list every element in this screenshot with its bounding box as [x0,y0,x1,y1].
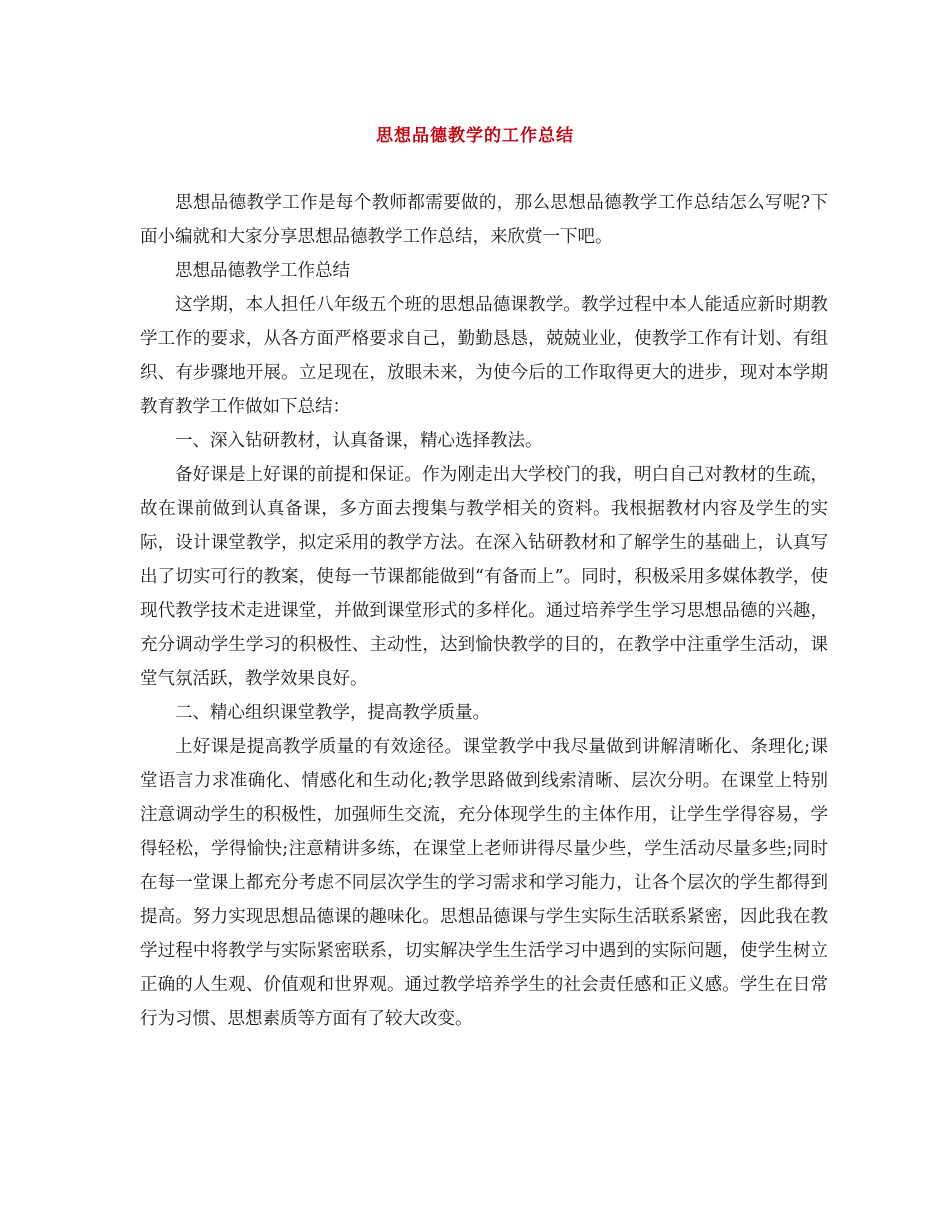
section-heading-1: 一、深入钻研教材，认真备课，精心选择教法。 [175,431,543,451]
document-title: 思想品德教学的工作总结 [376,126,574,146]
paragraph-section-1: 备好课是上好课的前提和保证。作为刚走出大学校门的我，明白自己对教材的生疏，故在课前做到认真备课，多方面去搜集与教学相关的资料。我根据教材内容及学生的实际，设计课堂教学，拟定采用的教学方法。在深入钻研教材和了解学生的基础上，认真写出了切实可行的教案，使每一节课都能做到“有备而上”。同时，积极采用多媒体教学，使现代教学技术走进课堂，并做到课堂形式的多样化。通过培养学生学习思想品德的兴趣，充分调动学生学习的积极性、主动性，达到愉快教学的目的，在教学中注重学生活动，课堂气氛活跃，教学效果良好。 [140,465,828,689]
section-heading-2: 二、精心组织课堂教学，提高教学质量。 [175,703,490,723]
paragraph-subtitle: 思想品德教学工作总结 [175,261,350,281]
paragraph-section-2: 上好课是提高教学质量的有效途径。课堂教学中我尽量做到讲解清晰化、条理化;课堂语言力求准确化、情感化和生动化;教学思路做到线索清晰、层次分明。在课堂上特别注意调动学生的积极性，加强师生交流，充分体现学生的主体作用，让学生学得容易，学得轻松，学得愉快;注意精讲多练，在课堂上老师讲得尽量少些，学生活动尽量多些;同时在每一堂课上都充分考虑不同层次学生的学习需求和学习能力，让各个层次的学生都得到提高。努力实现思想品德课的趣味化。思想品德课与学生实际生活联系紧密，因此我在教学过程中将教学与实际紧密联系，切实解决学生生活学习中遇到的实际问题，使学生树立正确的人生观、价值观和世界观。通过教学培养学生的社会责任感和正义感。学生在日常行为习惯、思想素质等方面有了较大改变。 [140,737,828,1029]
document-body [140,186,828,1036]
paragraph-intro: 思想品德教学工作是每个教师都需要做的，那么思想品德教学工作总结怎么写呢?下面小编就和大家分享思想品德教学工作总结，来欣赏一下吧。 [140,193,828,247]
paragraph-overview: 这学期，本人担任八年级五个班的思想品德课教学。教学过程中本人能适应新时期教学工作的要求，从各方面严格要求自己，勤勤恳恳，兢兢业业，使教学工作有计划、有组织、有步骤地开展。立足现在，放眼未来，为使今后的工作取得更大的进步，现对本学期教育教学工作做如下总结： [140,295,828,417]
